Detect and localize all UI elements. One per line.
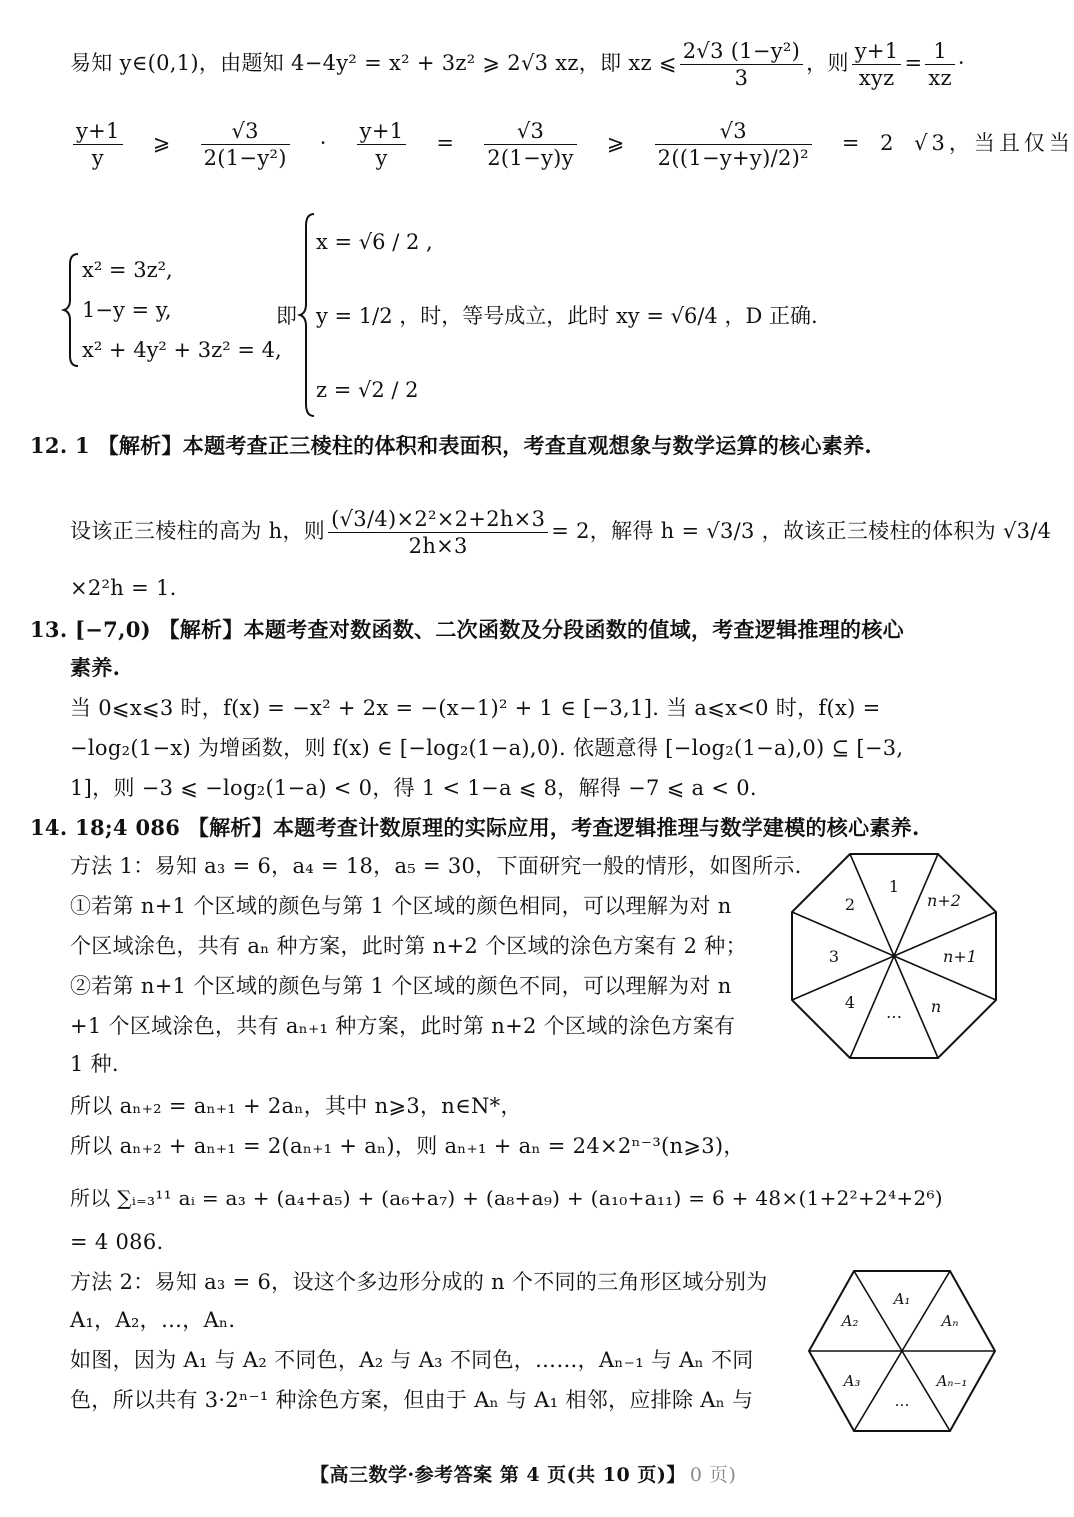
l2f4-num: √3 (484, 118, 577, 145)
line1-text: 易知 y∈(0,1)，由题知 4−4y² = x² + 3z² ⩾ 2√3 xz，即 xz ⩽ (70, 51, 677, 75)
l2-frac-1 (73, 118, 123, 171)
hexagon-figure (806, 1268, 998, 1434)
q12-line2: ×2²h = 1. (70, 576, 177, 600)
hex-label-a3: A₃ (843, 1372, 861, 1390)
method1-line2: ①若第 n+1 个区域的颜色与第 1 个区域的颜色相同，可以理解为对 n (70, 894, 732, 918)
left-brace-1 (62, 250, 82, 370)
line1-dot: · (957, 51, 965, 75)
l2f2-num: √3 (201, 118, 290, 145)
l2-ge-1: ⩾ (152, 131, 171, 155)
region-label-n1: n+1 (943, 947, 977, 966)
method2-line2: A₁，A₂，…，Aₙ. (70, 1308, 236, 1332)
text-line-1 (70, 38, 965, 91)
frac3-num: 1 (925, 38, 955, 65)
left-brace-2 (298, 210, 318, 420)
frac2-den: xyz (858, 66, 895, 90)
hex-spoke-5 (854, 1351, 902, 1431)
method1-line4: ②若第 n+1 个区域的颜色与第 1 个区域的颜色不同，可以理解为对 n (70, 974, 732, 998)
system1-row3: x² + 4y² + 3z² = 4, (82, 338, 282, 362)
q13-line3: 1]，则 −3 ⩽ −log₂(1−a) < 0，得 1 < 1−a ⩽ 8，解得 −7 ⩽ a < 0. (70, 776, 757, 800)
l2-dot: · (319, 131, 327, 155)
frac3-den: xz (928, 66, 952, 90)
l2f2-den: 2(1−y²) (203, 146, 287, 170)
hex-label-an: Aₙ (941, 1312, 959, 1330)
footer-trail: 0 页) (689, 1464, 737, 1486)
l2-eq: = (436, 131, 455, 155)
l2-tail: = 2 √3，当且仅当 (841, 131, 1074, 155)
method1-line9: 所以 ∑ᵢ₌₃¹¹ aᵢ = a₃ + (a₄+a₅) + (a₆+a₇) + (a₈+a₉) + (a₁₀+a₁₁) = 6 + 48×(1+2²+2⁴+2⁶) (70, 1186, 943, 1210)
q12-line1 (70, 506, 1051, 559)
hex-spoke-1 (854, 1271, 902, 1351)
q12-text-a: 设该正三棱柱的高为 h，则 (70, 519, 326, 543)
system2-z: z = √2 / 2 (316, 378, 419, 402)
q12-frac-den: 2h×3 (408, 534, 468, 558)
frac1-num: 2√3 (1−y²) (680, 38, 803, 65)
region-label-n2: n+2 (927, 891, 961, 910)
hex-label-an-1: Aₙ₋₁ (936, 1372, 968, 1390)
l2f1-num: y+1 (73, 118, 123, 145)
hex-spoke-4 (902, 1351, 950, 1431)
system2-x: x = √6 / 2 , (316, 230, 433, 254)
region-label-3: 3 (828, 947, 840, 966)
l2f3-den: y (375, 146, 388, 170)
method2-line4: 色，所以共有 3·2ⁿ⁻¹ 种涂色方案，但由于 Aₙ 与 A₁ 相邻，应排除 Aₙ 与 (70, 1388, 754, 1412)
octagon-figure (788, 850, 1000, 1062)
region-label-4: 4 (844, 993, 856, 1012)
q13-line1: 当 0⩽x⩽3 时，f(x) = −x² + 2x = −(x−1)² + 1 ∈ [−3,1]. 当 a⩽x<0 时，f(x) = (70, 696, 881, 720)
method1-line6: 1 种. (70, 1052, 119, 1076)
page-footer (310, 1460, 736, 1487)
system-ji: 即 (276, 304, 297, 328)
l2f4-den: 2(1−y)y (487, 146, 574, 170)
region-label-2: 2 (844, 895, 856, 914)
region-label-1: 1 (888, 877, 900, 896)
system2-y: y = 1/2 ，时，等号成立，此时 xy = √6/4 ，D 正确. (316, 304, 818, 328)
system1-row2: 1−y = y, (82, 298, 172, 322)
q14-heading: 14. 18;4 086 【解析】本题考查计数原理的实际应用，考查逻辑推理与数学建模的核心素养. (30, 815, 920, 840)
method1-line3: 个区域涂色，共有 aₙ 种方案，此时第 n+2 个区域的涂色方案有 2 种； (70, 934, 747, 958)
l2-frac-5 (655, 118, 812, 171)
hex-spoke-2 (902, 1271, 950, 1351)
q12-text-b: = 2，解得 h = √3/3 ，故该正三棱柱的体积为 √3/4 (551, 519, 1052, 543)
l2-frac-2 (201, 118, 290, 171)
region-label-ellipsis: … (886, 1003, 902, 1022)
system1-row1: x² = 3z², (82, 258, 173, 282)
fraction-1 (680, 38, 803, 91)
method2-line3: 如图，因为 A₁ 与 A₂ 不同色，A₂ 与 A₃ 不同色，……，Aₙ₋₁ 与 Aₙ 不同 (70, 1348, 754, 1372)
text-line-2 (70, 118, 1074, 171)
line1-eq: = (904, 51, 923, 75)
method1-line1: 方法 1：易知 a₃ = 6，a₄ = 18，a₅ = 30，下面研究一般的情形，如图所示. (70, 854, 802, 878)
fraction-2 (852, 38, 902, 91)
line1-mid: ，则 (806, 51, 849, 75)
method1-line5: +1 个区域涂色，共有 aₙ₊₁ 种方案，此时第 n+2 个区域的涂色方案有 (70, 1014, 736, 1038)
region-label-n: n (930, 997, 942, 1016)
q12-fraction (328, 506, 548, 559)
l2-frac-4 (484, 118, 577, 171)
l2f5-num: √3 (655, 118, 812, 145)
l2-frac-3 (357, 118, 407, 171)
q13-heading-cont: 素养. (70, 655, 121, 680)
method1-line10: = 4 086. (70, 1230, 164, 1254)
method2-line1: 方法 2：易知 a₃ = 6，设这个多边形分成的 n 个不同的三角形区域分别为 (70, 1270, 768, 1294)
q13-heading: 13. [−7,0) 【解析】本题考查对数函数、二次函数及分段函数的值域，考查逻辑推理的核心 (30, 617, 904, 642)
frac1-den: 3 (734, 66, 749, 90)
frac2-num: y+1 (852, 38, 902, 65)
hex-label-ellipsis: … (894, 1392, 910, 1410)
l2f1-den: y (91, 146, 104, 170)
hex-label-a1: A₁ (893, 1290, 911, 1308)
equation-systems (62, 230, 1002, 420)
l2f3-num: y+1 (357, 118, 407, 145)
footer-text: 【高三数学·参考答案 第 4 页(共 10 页)】 (310, 1464, 686, 1486)
q12-heading: 12. 1 【解析】本题考查正三棱柱的体积和表面积，考查直观想象与数学运算的核心素养. (30, 433, 872, 458)
fraction-3 (925, 38, 955, 91)
method1-line7: 所以 aₙ₊₂ = aₙ₊₁ + 2aₙ，其中 n⩾3，n∈N*， (70, 1094, 522, 1118)
method1-line8: 所以 aₙ₊₂ + aₙ₊₁ = 2(aₙ₊₁ + aₙ)，则 aₙ₊₁ + aₙ = 24×2ⁿ⁻³(n⩾3)， (70, 1134, 745, 1158)
l2-ge-2: ⩾ (606, 131, 625, 155)
hex-label-a2: A₂ (841, 1312, 859, 1330)
q13-line2: −log₂(1−x) 为增函数，则 f(x) ∈ [−log₂(1−a),0). 依题意得 [−log₂(1−a),0) ⊆ [−3, (70, 736, 904, 760)
l2f5-den: 2((1−y+y)/2)² (657, 146, 809, 170)
q12-frac-num: (√3/4)×2²×2+2h×3 (328, 506, 548, 533)
